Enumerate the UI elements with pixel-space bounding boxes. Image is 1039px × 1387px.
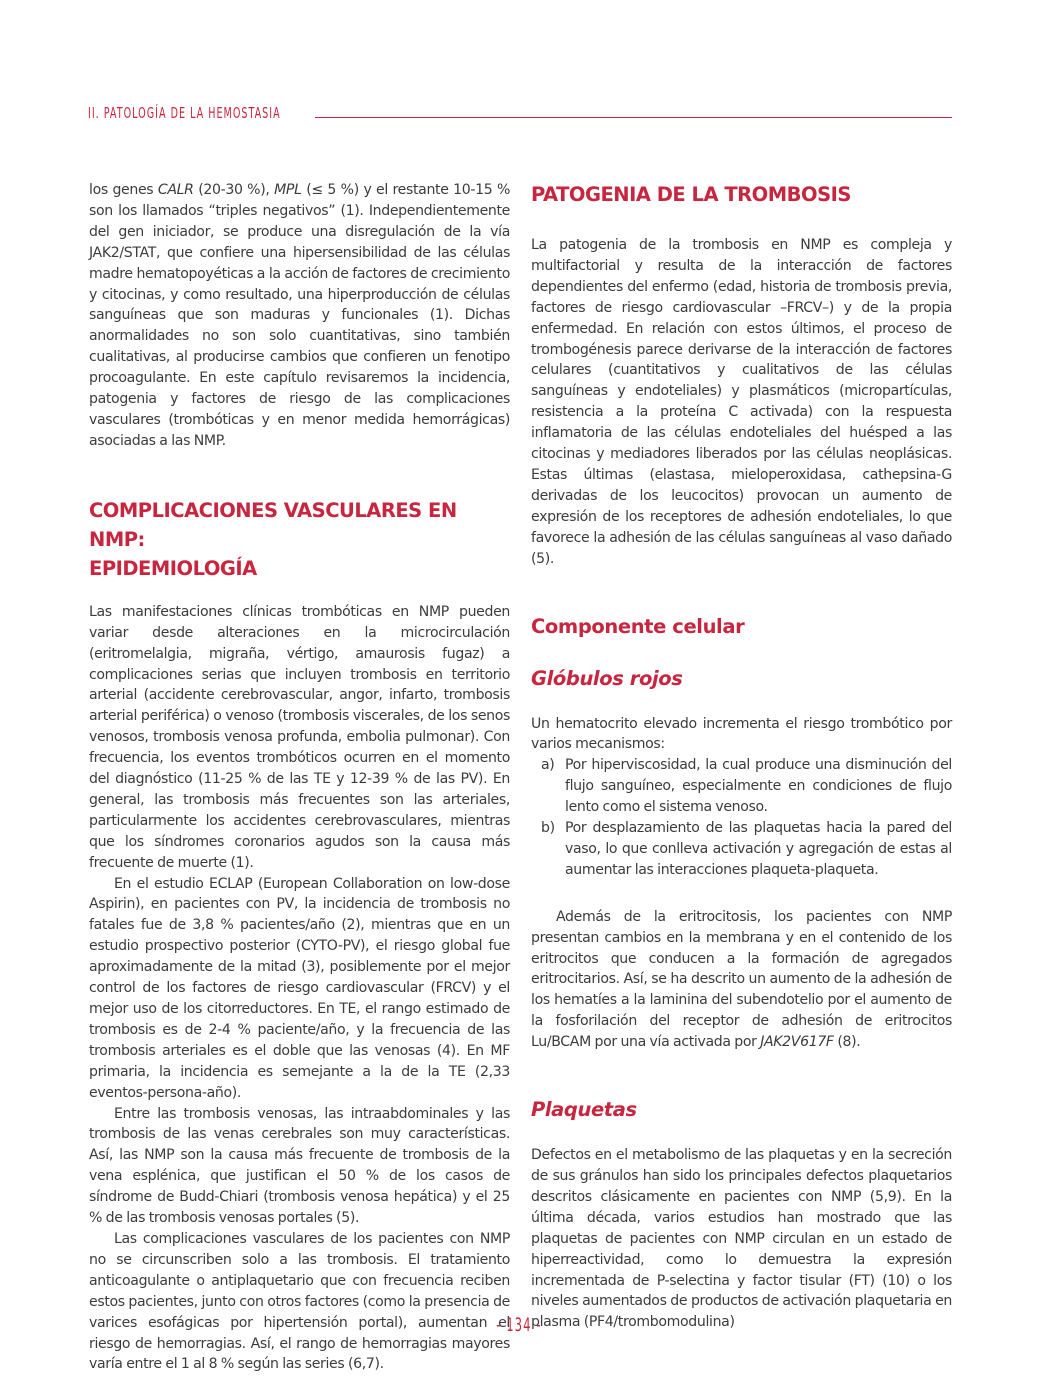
red-cells-intro: Un hematocrito elevado incrementa el riesgo trombótico por varios mecanismos: [531,715,952,753]
gene-name: CALR [157,182,194,198]
header-rule [315,117,952,118]
list-marker: a) [541,757,555,774]
subheading-cellular-component: Componente celular [531,614,745,638]
text-run: (8). [833,1034,861,1051]
gene-name: MPL [274,182,302,198]
text-run: (20-30 %), [193,182,275,198]
list-text: Por hiperviscosidad, la cual produce una disminución del flujo sanguíneo, especialmente en condiciones de flujo lento como el sistema venoso. [565,757,952,816]
page-number-text: - 134 - [496,1314,543,1336]
running-header [88,98,952,122]
subheading-platelets: Plaquetas [531,1098,637,1122]
subheading-red-cells: Glóbulos rojos [531,666,683,690]
page-number [0,1314,1039,1336]
body-paragraph: En el estudio ECLAP (European Collaboration on low-dose Aspirin), en pacientes con PV, la incidencia de trombosis no fatales fue de 3,8 % pacientes/año (2), mientras que en un estudio prospectivo posterior (CYTO-PV), el riesgo global fue aproximadamente de la mitad (3), posiblemente por el mejor control de los factores de riesgo cardiovascular (FRCV) y el mejor uso de los citorreductores. En TE, el rango estimado de trombosis es de 2-4 % paciente/año, y la frecuencia de las trombosis arteriales es el doble que las venosas (4). En MF primaria, la incidencia es semejante a la de la TE (2,33 eventos-persona-año). [89,875,510,1101]
left-column [89,180,510,1375]
list-marker: b) [541,820,555,837]
gene-name: JAK2V617F [760,1034,834,1051]
text-run: (≤ 5 %) y el restante 10-15 % son los llamados “triples negativos” (1). Independientemente del gen iniciador, se produce una disregulación de la vía JAK2/STAT, que confiere una hipersensibilidad de las células madre hematopoyéticas a la acción de factores de crecimiento y citocinas, y como resultado, una hiperproducción de células sanguíneas que son maduras y funcionales (1). Dichas anormalidades no son solo cuantitativas, sino también cualitativas, al producirse cambios que confieren un fenotipo procoagulante. En este capítulo revisaremos la incidencia, patogenia y factores de riesgo de las complicaciones vasculares (trombóticas y en menor medida hemorrágicas) asociadas a las NMP. [89,182,511,449]
right-column [531,180,952,1333]
chapter-title: II. PATOLOGÍA DE LA HEMOSTASIA [88,104,281,122]
heading-line: EPIDEMIOLOGÍA [89,556,257,580]
body-paragraph: Las manifestaciones clínicas trombóticas en NMP pueden variar desde alteraciones en la microcirculación (eritromelalgia, migraña, vértigo, amaurosis fugaz) a complicaciones serias que incluyen trombosis en territorio arterial (accidente cerebrovascular, angor, infarto, trombosis arterial periférica) o venoso (trombosis viscerales, de los senos venosos, trombosis venosa profunda, embolia pulmonar). Con frecuencia, los eventos trombóticos ocurren en el momento del diagnóstico (11-25 % de las TE y 12-39 % de las PV). En general, las trombosis más frecuentes son las arteriales, particularmente los accidentes cerebrovasculares, mientras que los síndromes coronarios agudos son la causa más frecuente de muerte (1). [89,603,510,871]
erythrocytosis-paragraph [531,907,952,1053]
list-item [531,818,952,881]
intro-paragraph [89,180,510,452]
section-heading-pathogenesis: PATOGENIA DE LA TROMBOSIS [531,183,851,206]
pathogenesis-paragraph: La patogenia de la trombosis en NMP es compleja y multifactorial y resulta de la interacción de factores dependientes del enfermo (edad, historia de trombosis previa, factores de riesgo cardiovascular –FRCV–) y de la propia enfermedad. En relación con estos últimos, el proceso de trombogénesis parece derivarse de la interacción de factores celulares (cuantitativos y cualitativos de las células sanguíneas y endoteliales) y plasmáticos (micropartículas, resistencia a la proteína C activada) con la respuesta inflamatoria de las células endoteliales del huésped a las citocinas y mediadores liberados por las células neoplásicas. Estas últimas (elastasa, mieloperoxidasa, cathepsina-G derivadas de los leucocitos) provocan un aumento de expresión de los receptores de adhesión endoteliales, lo que favorece la adhesión de las células sanguíneas al vaso dañado (5). [531,237,952,567]
body-paragraph: Las complicaciones vasculares de los pacientes con NMP no se circunscriben solo a las trombosis. El tratamiento anticoagulante o antiplaquetario que con frecuencia reciben estos pacientes, junto con otros factores (como la presencia de varices esofágicas por hipertensión portal), aumentan el riesgo de hemorragias. Así, el rango de hemorragias mayores varía entre el 1 al 8 % según las series (6,7). [89,1230,510,1373]
body-paragraph: Entre las trombosis venosas, las intraabdominales y las trombosis de las venas cerebrales son muy características. Así, las NMP son la causa más frecuente de trombosis de la vena esplénica, que justifican el 50 % de los casos de síndrome de Budd-Chiari (trombosis venosa hepática) y el 25 % de las trombosis venosas portales (5). [89,1105,510,1227]
heading-line: COMPLICACIONES VASCULARES EN NMP: [89,498,457,551]
text-run: Además de la eritrocitosis, los pacientes con NMP presentan cambios en la membrana y en el contenido de los eritrocitos que conducen a la formación de agregados eritrocitarios. Así, se ha descrito un aumento de la adhesión de los hematíes a la laminina del subendotelio por el aumento de la fosforilación del receptor de adhesión de eritrocitos Lu/BCAM por una vía activada por [531,908,952,1051]
list-item [531,755,952,818]
list-text: Por desplazamiento de las plaquetas hacia la pared del vaso, lo que conlleva activación y agregación de estas al aumentar las interacciones plaqueta-plaqueta. [565,820,952,878]
section-heading-epidemiology [89,496,510,583]
text-run: los genes [89,182,158,198]
platelets-paragraph: Defectos en el metabolismo de las plaquetas y en la secreción de sus gránulos han sido los principales defectos plaquetarios descritos clásicamente en pacientes con NMP (5,9). En la última década, varios estudios han mostrado que las plaquetas de pacientes con NMP circulan en un estado de hiperreactividad, como lo demuestra la expresión incrementada de P-selectina y factor tisular (FT) (10) o los niveles aumentados de productos de activación plaquetaria en plasma (PF4/trombomodulina) [531,1147,952,1331]
